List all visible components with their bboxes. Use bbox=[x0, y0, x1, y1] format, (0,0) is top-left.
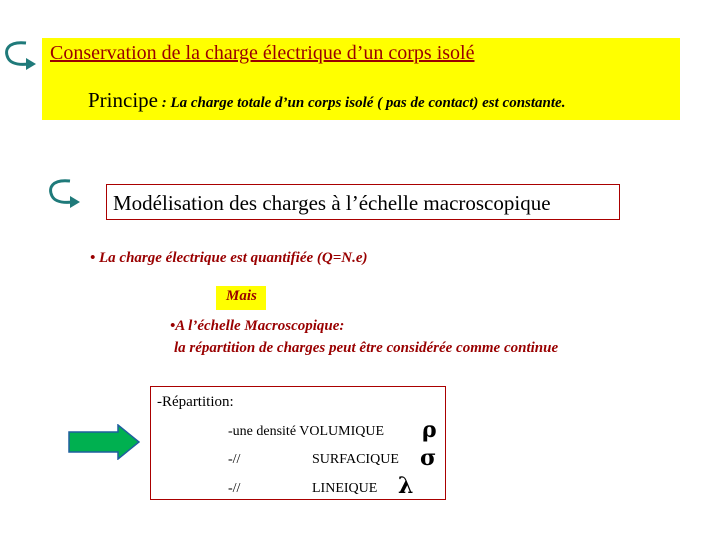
density-row-lineique-prefix: -// bbox=[228, 481, 241, 496]
sigma-symbol: σ bbox=[420, 445, 437, 471]
rho-symbol: ρ bbox=[422, 417, 437, 443]
macro-scale-statement: la répartition de charges peut être considérée comme continue bbox=[174, 340, 559, 356]
lambda-symbol: λ bbox=[398, 473, 414, 499]
slide-title: Conservation de la charge électrique d’un corps isolé bbox=[50, 42, 475, 64]
modelisation-title: Modélisation des charges à l’échelle macroscopique bbox=[113, 191, 551, 215]
density-row-volumique-prefix: -une densité VOLUMIQUE bbox=[228, 424, 385, 439]
quantified-statement: • La charge électrique est quantifiée (Q=N.e) bbox=[90, 250, 368, 266]
right-arrow-icon bbox=[68, 424, 140, 460]
curved-arrow-icon bbox=[46, 178, 84, 210]
curved-arrow-icon bbox=[2, 40, 40, 72]
density-row-surfacique-prefix: -// bbox=[228, 452, 241, 467]
principle-text: : La charge totale d’un corps isolé ( pas de contact) est constante. bbox=[157, 95, 566, 111]
density-row-lineique-type: LINEIQUE bbox=[312, 481, 378, 496]
principle-statement bbox=[88, 88, 565, 113]
mais-label: Mais bbox=[226, 288, 257, 304]
repartition-title: -Répartition: bbox=[157, 394, 234, 410]
density-row-surfacique-type: SURFACIQUE bbox=[312, 452, 399, 467]
macro-scale-heading: •A l’échelle Macroscopique: bbox=[170, 318, 345, 334]
principle-lead: Principe bbox=[88, 88, 158, 112]
